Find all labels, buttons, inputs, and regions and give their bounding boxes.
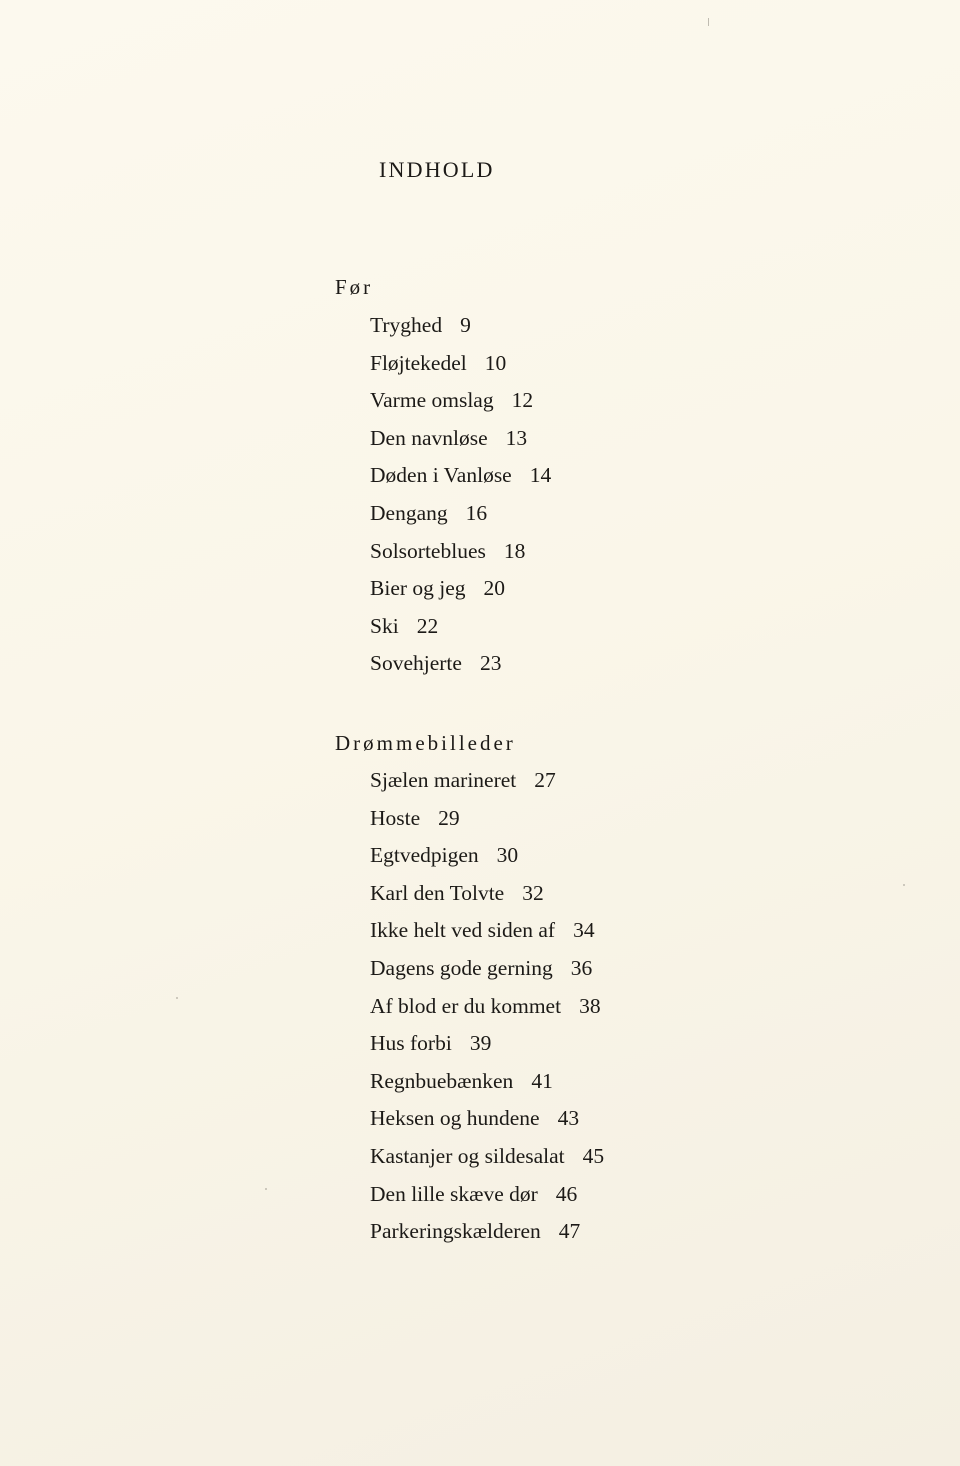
- entry-page-number: 9: [460, 313, 471, 337]
- paper-speck: [176, 997, 178, 999]
- entry-title: Sjælen marineret: [370, 768, 517, 792]
- toc-entry: [370, 1143, 604, 1181]
- entry-page-number: 23: [479, 651, 502, 676]
- entry-page-number: 38: [579, 993, 601, 1018]
- toc-entry: [370, 613, 551, 651]
- toc-entry: [370, 575, 551, 613]
- entry-page-number: 36: [570, 955, 593, 980]
- entry-title: Karl den Tolvte: [370, 880, 505, 905]
- entry-title: Af blod er du kommet: [370, 993, 562, 1018]
- paper-speck: [265, 1188, 267, 1190]
- toc-entry: [370, 1030, 604, 1068]
- entry-title: Ski: [370, 613, 399, 638]
- entry-title: Varme omslag: [370, 388, 494, 413]
- toc-entry: [370, 500, 551, 538]
- entry-page-number: 18: [503, 538, 526, 563]
- entry-title: Heksen og hundene: [370, 1106, 540, 1131]
- entry-page-number: 43: [557, 1106, 580, 1131]
- entry-title: Hus forbi: [370, 1031, 452, 1056]
- toc-entry: [370, 312, 551, 350]
- toc-entry: [370, 1105, 604, 1143]
- entry-page-number: 29: [438, 805, 460, 830]
- toc-entry: [370, 1068, 604, 1106]
- section-heading-drommebilleder: Drømmebilleder: [335, 731, 516, 755]
- section-heading-for: Før: [335, 275, 374, 299]
- entry-page-number: 32: [522, 880, 544, 905]
- toc-entry: [370, 1218, 604, 1256]
- entry-page-number: 46: [555, 1181, 578, 1206]
- paper-speck: [708, 18, 709, 26]
- entry-page-number: 13: [505, 425, 528, 450]
- entry-title: Tryghed: [370, 313, 443, 337]
- paper-speck: [903, 884, 905, 886]
- entry-title: Kastanjer og sildesalat: [370, 1143, 565, 1168]
- entry-title: Bier og jeg: [370, 576, 466, 601]
- entry-page-number: 16: [465, 500, 488, 525]
- toc-entry: [370, 538, 551, 576]
- section-drommebilleder-entries: [370, 767, 604, 1256]
- toc-entry: [370, 842, 604, 880]
- entry-title: Parkeringskælderen: [370, 1219, 541, 1244]
- entry-page-number: 41: [531, 1068, 553, 1093]
- toc-entry: [370, 805, 604, 843]
- entry-title: Den navnløse: [370, 425, 488, 450]
- toc-entry: [370, 767, 604, 805]
- entry-title: Sovehjerte: [370, 651, 462, 676]
- toc-entry: [370, 1181, 604, 1219]
- entry-title: Døden i Vanløse: [370, 463, 512, 488]
- entry-page-number: 22: [416, 613, 439, 638]
- toc-entry: [370, 917, 604, 955]
- entry-page-number: 20: [483, 576, 506, 601]
- toc-entry: [370, 350, 551, 388]
- entry-title: Ikke helt ved siden af: [370, 918, 556, 943]
- entry-page-number: 45: [582, 1143, 605, 1168]
- entry-title: Egtvedpigen: [370, 843, 479, 868]
- toc-entry: [370, 993, 604, 1031]
- toc-entry: [370, 880, 604, 918]
- entry-page-number: 30: [496, 843, 519, 868]
- entry-title: Dagens gode gerning: [370, 955, 553, 980]
- entry-page-number: 27: [534, 768, 556, 792]
- entry-title: Hoste: [370, 805, 421, 830]
- page-title: INDHOLD: [379, 157, 495, 182]
- entry-page-number: 12: [511, 388, 534, 413]
- toc-entry: [370, 955, 604, 993]
- entry-page-number: 39: [469, 1031, 492, 1056]
- entry-page-number: 34: [573, 918, 595, 943]
- entry-page-number: 14: [529, 463, 552, 488]
- entry-title: Fløjtekedel: [370, 350, 467, 375]
- entry-title: Dengang: [370, 500, 448, 525]
- entry-title: Regnbuebænken: [370, 1068, 514, 1093]
- entry-title: Den lille skæve dør: [370, 1181, 538, 1206]
- toc-entry: [370, 425, 551, 463]
- toc-entry: [370, 387, 551, 425]
- toc-entry: [370, 462, 551, 500]
- entry-title: Solsorteblues: [370, 538, 486, 563]
- toc-entry: [370, 650, 551, 688]
- section-for-entries: [370, 312, 551, 688]
- entry-page-number: 47: [558, 1219, 581, 1244]
- entry-page-number: 10: [484, 350, 507, 375]
